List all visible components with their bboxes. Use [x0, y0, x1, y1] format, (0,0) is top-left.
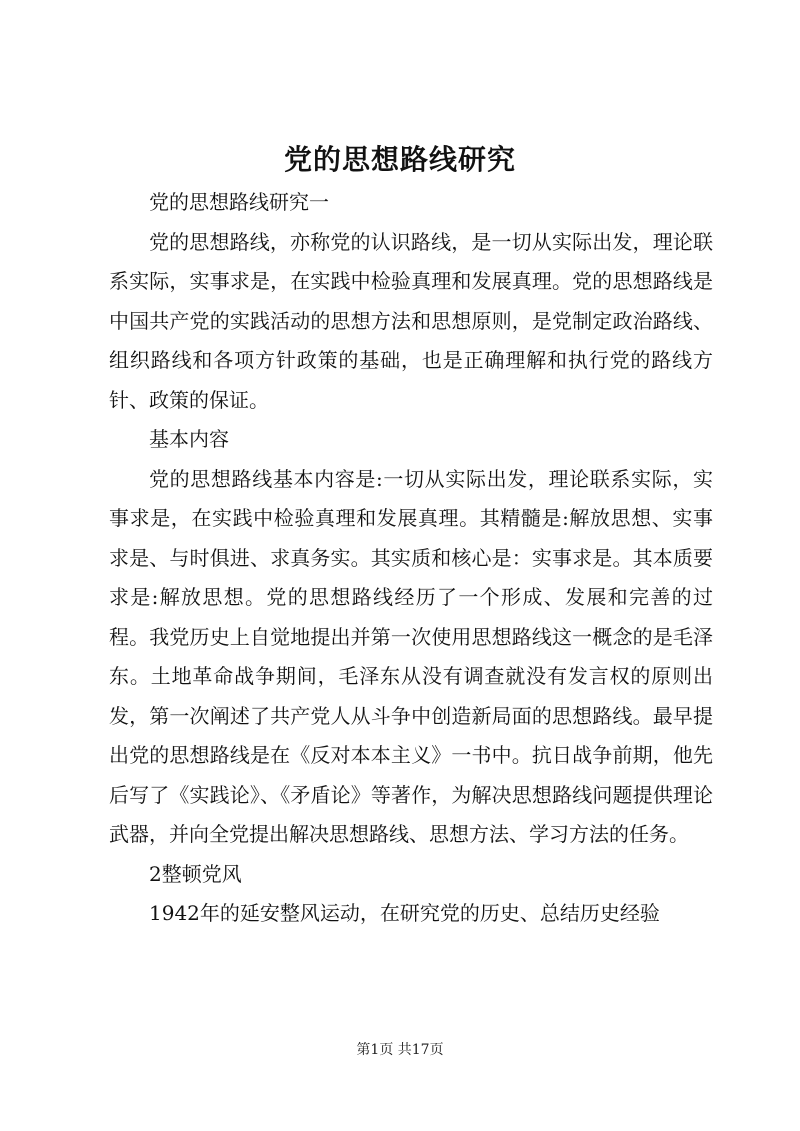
- body-paragraph: 党的思想路线基本内容是:一切从实际出发，理论联系实际，实事求是，在实践中检验真理和发展真理。其精髓是:解放思想、实事求是、与时俱进、求真务实。其实质和核心是：实事求是。其本质要求是:解放思想。党的思想路线经历了一个形成、发展和完善的过程。我党历史上自觉地提出并第一次使用思想路线这一概念的是毛泽东。土地革命战争期间，毛泽东从没有调查就没有发言权的原则出发，第一次阐述了共产党人从斗争中创造新局面的思想路线。最早提出党的思想路线是在《反对本本主义》一书中。抗日战争前期，他先后写了《实践论》、《矛盾论》等著作，为解决思想路线问题提供理论武器，并向全党提出解决思想路线、思想方法、学习方法的任务。: [109, 466, 713, 846]
- page-number-footer: 第1页 共17页: [356, 1042, 444, 1058]
- document-body: [109, 183, 713, 934]
- section-heading: 基本内容: [149, 427, 229, 451]
- section-heading: 党的思想路线研究一: [149, 190, 329, 214]
- section-heading: 2整顿党风: [149, 861, 242, 886]
- body-paragraph: 党的思想路线，亦称党的认识路线，是一切从实际出发，理论联系实际，实事求是，在实践中检验真理和发展真理。党的思想路线是中国共产党的实践活动的思想方法和思想原则，是党制定政治路线、组织路线和各项方针政策的基础，也是正确理解和执行党的路线方针、政策的保证。: [109, 229, 713, 412]
- body-paragraph: 1942年的延安整风运动，在研究党的历史、总结历史经验: [149, 901, 660, 925]
- document-title: 党的思想路线研究: [283, 143, 516, 176]
